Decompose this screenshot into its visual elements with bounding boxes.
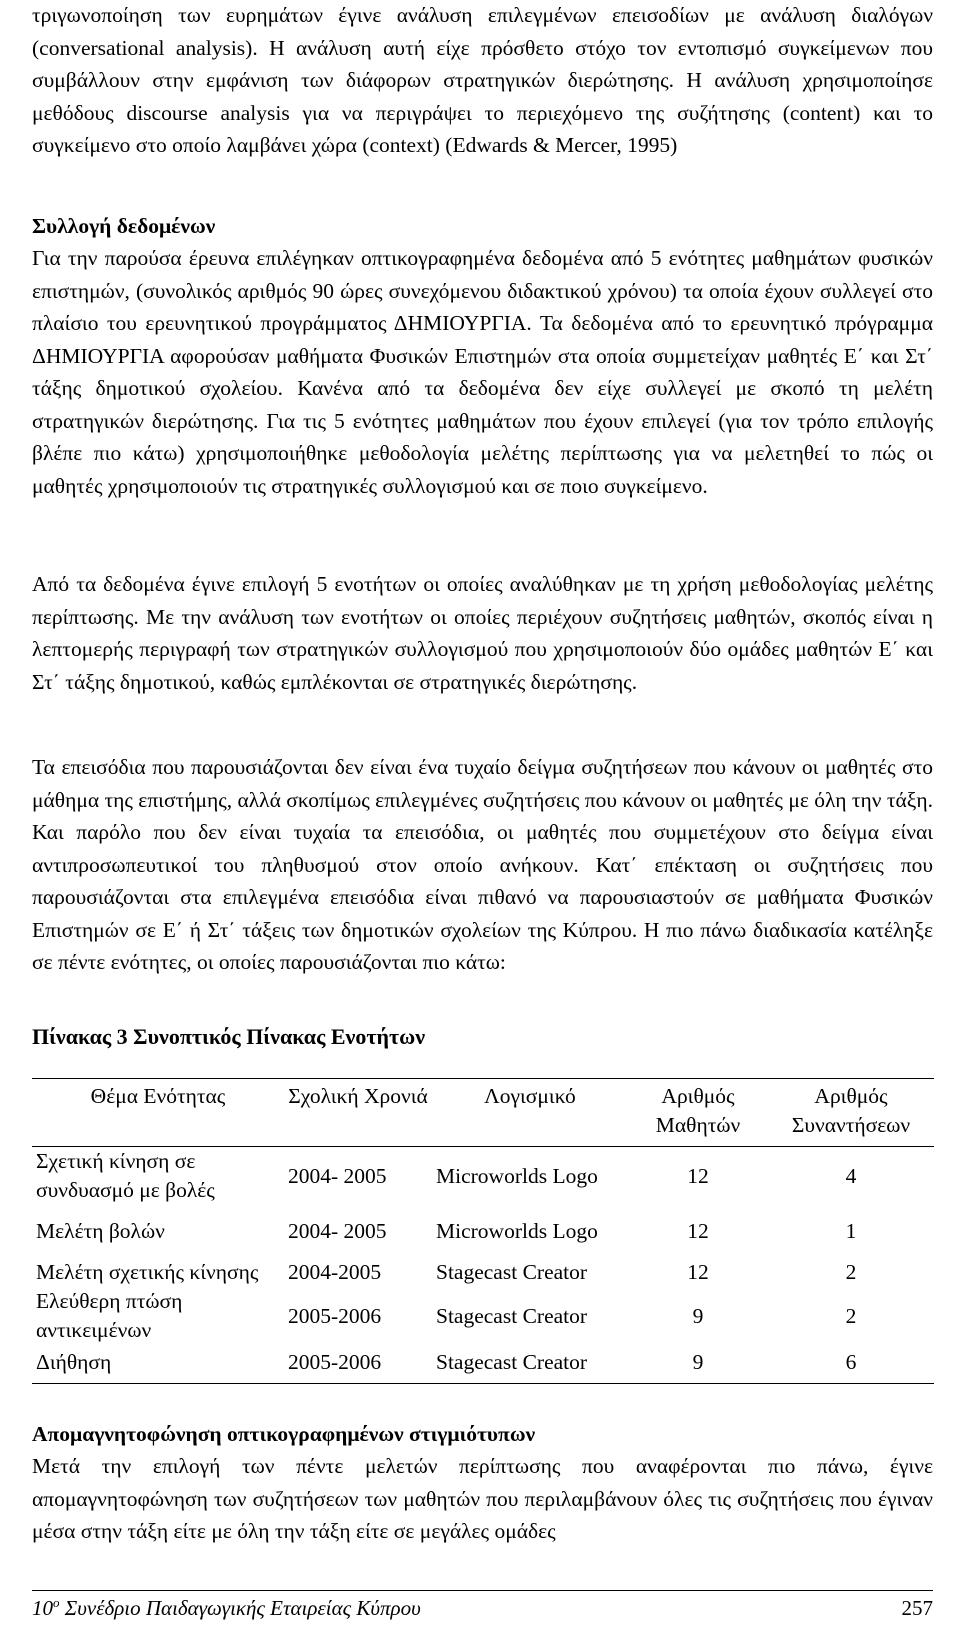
data-collection-paragraph-3: Τα επεισόδια που παρουσιάζονται δεν είναι ένα τυχαίο δείγμα συζητήσεων που κάνουν οι μαθητές στο μάθημα της επιστήμης, αλλά σκοπίμως επιλεγμένες συζητήσεις που κάνουν οι μαθητές με όλη την τάξη. Και παρόλο που δεν είναι τυχαία τα επεισόδια, οι μαθητές που συμμετέχουν στο δείγμα είναι αντιπροσωπευτικοί του πληθυσμού στον οποίο ανήκουν. Κατ΄ επέκταση οι συζητήσεις που παρουσιάζονται στα επιλεγμένα επεισόδια είναι πιθανό να παρουσιαστούν σε μαθήματα Φυσικών Επιστημών σε Ε΄ ή Στ΄ τάξεις των δημοτικών σχολείων της Κύπρου. Η πιο πάνω διαδικασία κατέληξε σε πέντε ενότητες, οι οποίες παρουσιάζονται πιο κάτω: [32, 755, 933, 974]
table-header-row [32, 1079, 934, 1147]
section-heading-data-collection: Συλλογή δεδομένων [32, 214, 216, 238]
table-cell: 6 [845, 1349, 857, 1374]
conference-title: Συνέδριο Παιδαγωγικής Εταιρείας Κύπρου [59, 1596, 421, 1620]
table-cell: 12 [687, 1218, 709, 1243]
table-header-cell: Λογισμικό [432, 1079, 628, 1147]
table-header-cell: Αριθμός Μαθητών [628, 1079, 768, 1147]
transcription-paragraph-1: Μετά την επιλογή των πέντε μελετών περίπτωσης που αναφέρονται πιο πάνω, έγινε απομαγνητοφώνηση των συζητήσεων των μαθητών που περιλαμβάνουν όλες τις συζητήσεις που έγιναν μέσα στην τάξη είτε με όλη την τάξη είτε σε μεγάλες ομάδες [32, 1454, 933, 1543]
table-cell: 1 [845, 1218, 857, 1243]
table-cell: Μελέτη σχετικής κίνησης [36, 1259, 259, 1284]
units-table [32, 1078, 934, 1384]
table-cell: 4 [845, 1163, 857, 1188]
table-cell: Διήθηση [36, 1349, 112, 1374]
table-cell: 2005-2006 [288, 1349, 382, 1374]
table-cell: Μελέτη βολών [36, 1218, 165, 1243]
table-cell: 9 [692, 1349, 704, 1374]
table-header-cell: Θέμα Ενότητας [32, 1079, 284, 1147]
section-heading-transcription: Απομαγνητοφώνηση οπτικογραφημένων στιγμιότυπων [32, 1422, 536, 1446]
table-header-cell: Σχολική Χρονιά [284, 1079, 432, 1147]
table-cell: Stagecast Creator [436, 1349, 588, 1374]
table-row [32, 1345, 934, 1384]
page-footer [32, 1590, 933, 1625]
page-number: 257 [901, 1596, 933, 1620]
table-cell: Σχετική κίνηση σε συνδυασμό με βολές [36, 1149, 215, 1202]
table-cell: 2004- 2005 [288, 1218, 387, 1243]
units-table-wrapper [32, 1078, 934, 1384]
table-row [32, 1287, 934, 1345]
conference-ordinal: ο [53, 1595, 60, 1610]
conference-number: 10 [32, 1596, 53, 1620]
table-cell: 12 [687, 1259, 709, 1284]
table-cell: Ελεύθερη πτώση αντικειμένων [36, 1289, 183, 1342]
table-cell: Stagecast Creator [436, 1303, 588, 1328]
data-collection-paragraph-1: Για την παρούσα έρευνα επιλέγηκαν οπτικογραφημένα δεδομένα από 5 ενότητες μαθημάτων φυσικών επιστημών, (συνολικός αριθμός 90 ώρες συνεχόμενου διδακτικού χρόνου) τα οποία έχουν συλλεγεί στο πλαίσιο του ερευνητικού προγράμματος ΔΗΜΙΟΥΡΓΙΑ. Τα δεδομένα από το ερευνητικό πρόγραμμα ΔΗΜΙΟΥΡΓΙΑ αφορούσαν μαθήματα Φυσικών Επιστημών στα οποία συμμετείχαν μαθητές Ε΄ και Στ΄ τάξης δημοτικού σχολείου. Κανένα από τα δεδομένα δεν είχε συλλεγεί με σκοπό τη μελέτη στρατηγικών διερώτησης. Για τις 5 ενότητες μαθημάτων που έχουν επιλεγεί (για τον τρόπο επιλογής βλέπε πιο κάτω) χρησιμοποιήθηκε μεθοδολογία μελέτης περίπτωσης για να μελετηθεί το πώς οι μαθητές χρησιμοποιούν τις στρατηγικές συλλογισμού και σε ποιο συγκείμενο. [32, 246, 933, 498]
table-cell: 12 [687, 1163, 709, 1188]
table-cell: 9 [692, 1303, 704, 1328]
table-cell: 2004- 2005 [288, 1163, 387, 1188]
intro-paragraph: τριγωνοποίηση των ευρημάτων έγινε ανάλυση επιλεγμένων επεισοδίων με ανάλυση διαλόγων (conversational analysis). Η ανάλυση αυτή είχε πρόσθετο στόχο τον εντοπισμό συγκείμενων που συμβάλλουν στην εμφάνιση των διάφορων στρατηγικών διερώτησης. Η ανάλυση χρησιμοποίησε μεθόδους discourse analysis για να περιγράψει το περιεχόμενο της συζήτησης (content) και το συγκείμενο στο οποίο λαμβάνει χώρα (context) (Edwards & Mercer, 1995) [32, 3, 933, 157]
table-caption: Πίνακας 3 Συνοπτικός Πίνακας Ενοτήτων [32, 1024, 426, 1049]
table-cell: 2 [845, 1259, 857, 1284]
table-header-cell: Αριθμός Συναντήσεων [768, 1079, 934, 1147]
table-row [32, 1147, 934, 1206]
table-cell: Microworlds Logo [436, 1218, 598, 1243]
table-cell: 2005-2006 [288, 1303, 382, 1328]
table-cell: Microworlds Logo [436, 1163, 598, 1188]
table-cell: 2004-2005 [288, 1259, 382, 1284]
table-row [32, 1205, 934, 1257]
conference-name [32, 1591, 421, 1625]
table-row [32, 1257, 934, 1287]
table-cell: 2 [845, 1303, 857, 1328]
data-collection-paragraph-2: Από τα δεδομένα έγινε επιλογή 5 ενοτήτων οι οποίες αναλύθηκαν με τη χρήση μεθοδολογίας μελέτης περίπτωσης. Με την ανάλυση των ενοτήτων οι οποίες περιέχουν συζητήσεις μαθητών, σκοπός είναι η λεπτομερής περιγραφή των στρατηγικών συλλογισμού που χρησιμοποιούν δύο ομάδες μαθητών Ε΄ και Στ΄ τάξης δημοτικού, καθώς εμπλέκονται σε στρατηγικές διερώτησης. [32, 572, 933, 694]
table-cell: Stagecast Creator [436, 1259, 588, 1284]
